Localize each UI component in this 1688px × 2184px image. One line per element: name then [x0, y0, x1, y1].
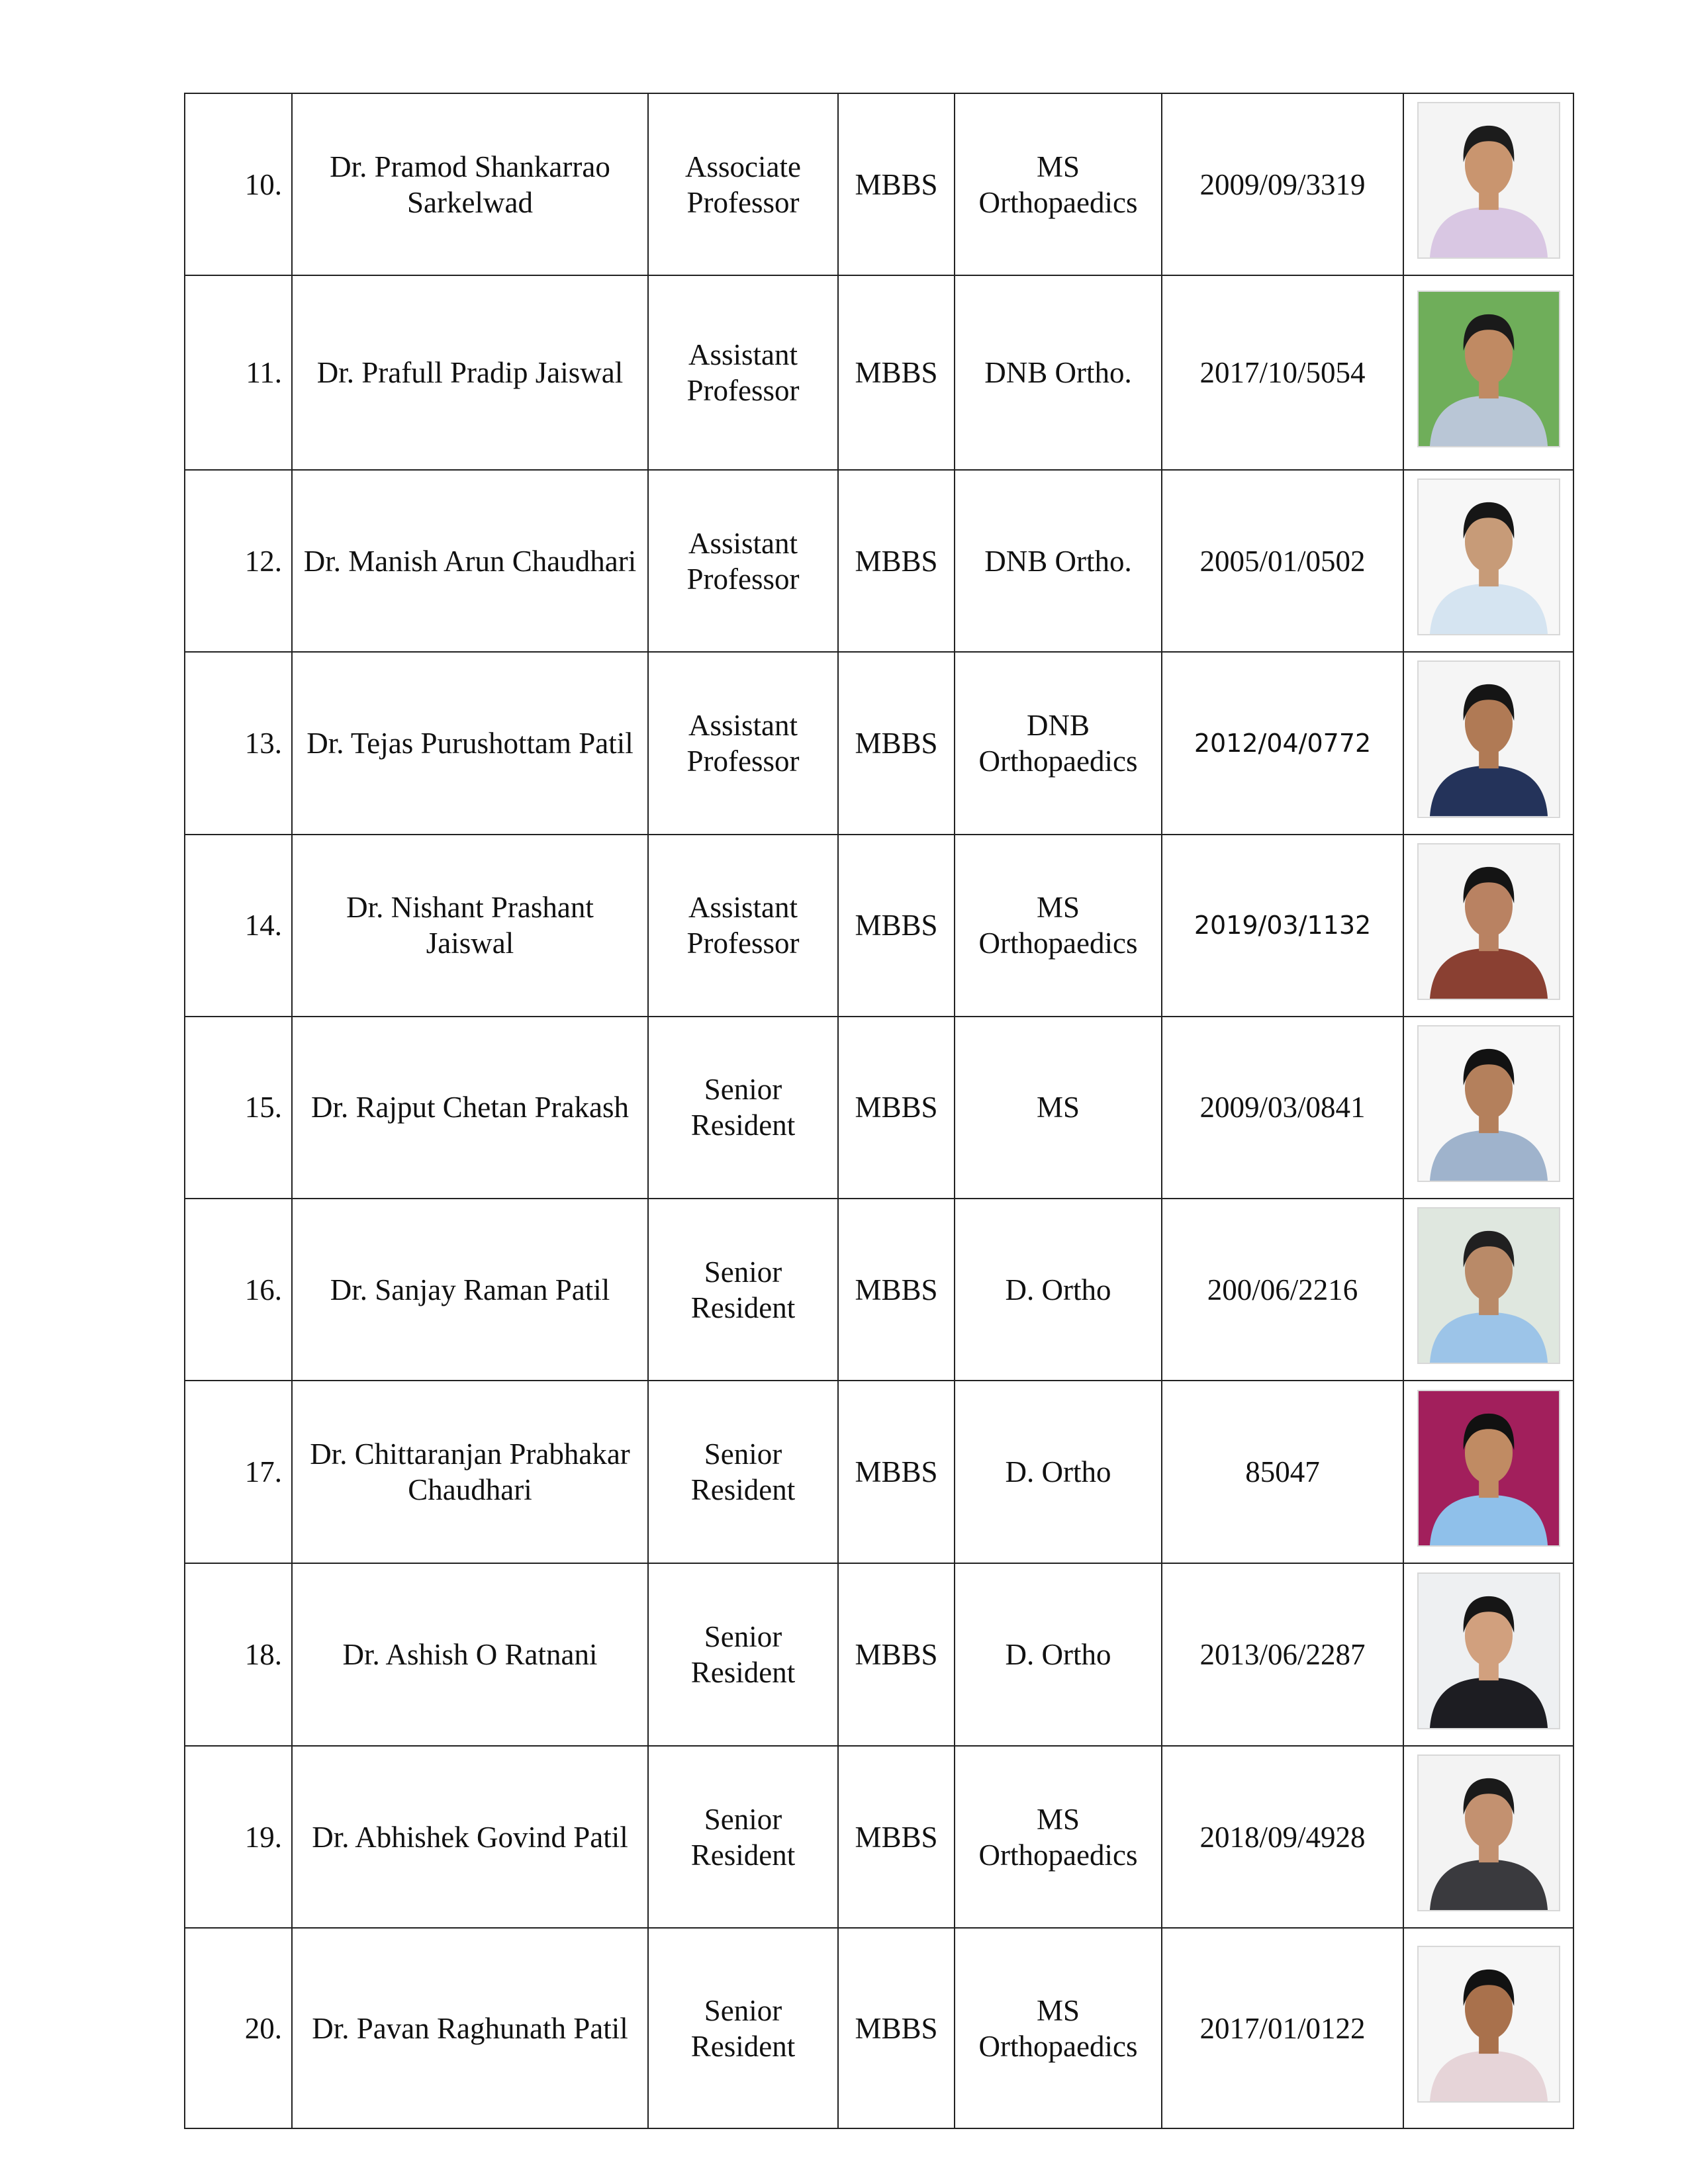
pg-qualification: MS Orthopaedics	[955, 1746, 1162, 1928]
faculty-photo	[1417, 1572, 1560, 1729]
table-row	[185, 1928, 1573, 2128]
registration-number: 2005/01/0502	[1162, 470, 1403, 652]
faculty-photo	[1417, 291, 1560, 447]
faculty-name: Dr. Chittaranjan Prabhakar Chaudhari	[292, 1381, 648, 1563]
photo-cell	[1403, 835, 1573, 1017]
serial-number: 10.	[185, 93, 292, 275]
registration-number: 2017/10/5054	[1162, 275, 1403, 470]
ug-qualification: MBBS	[838, 93, 955, 275]
ug-qualification: MBBS	[838, 1017, 955, 1199]
designation: Assistant Professor	[648, 835, 838, 1017]
faculty-name: Dr. Sanjay Raman Patil	[292, 1199, 648, 1381]
table-row	[185, 1563, 1573, 1746]
photo-cell	[1403, 1563, 1573, 1746]
designation: Senior Resident	[648, 1746, 838, 1928]
pg-qualification: MS	[955, 1017, 1162, 1199]
designation: Assistant Professor	[648, 275, 838, 470]
serial-number: 17.	[185, 1381, 292, 1563]
ug-qualification: MBBS	[838, 1928, 955, 2128]
faculty-photo	[1417, 660, 1560, 817]
ug-qualification: MBBS	[838, 1381, 955, 1563]
faculty-name: Dr. Manish Arun Chaudhari	[292, 470, 648, 652]
portrait-image	[1419, 844, 1559, 999]
table-row	[185, 93, 1573, 275]
faculty-photo	[1417, 478, 1560, 635]
pg-qualification: DNB Ortho.	[955, 275, 1162, 470]
photo-cell	[1403, 275, 1573, 470]
faculty-photo	[1417, 1946, 1560, 2103]
portrait-image	[1419, 1026, 1559, 1181]
photo-cell	[1403, 1746, 1573, 1928]
ug-qualification: MBBS	[838, 1199, 955, 1381]
faculty-name: Dr. Rajput Chetan Prakash	[292, 1017, 648, 1199]
designation: Associate Professor	[648, 93, 838, 275]
pg-qualification: MS Orthopaedics	[955, 93, 1162, 275]
portrait-image	[1419, 1391, 1559, 1545]
registration-number: 2017/01/0122	[1162, 1928, 1403, 2128]
table-row	[185, 1017, 1573, 1199]
faculty-name: Dr. Tejas Purushottam Patil	[292, 652, 648, 834]
ug-qualification: MBBS	[838, 470, 955, 652]
designation: Senior Resident	[648, 1199, 838, 1381]
table-row	[185, 835, 1573, 1017]
photo-cell	[1403, 1017, 1573, 1199]
faculty-name: Dr. Prafull Pradip Jaiswal	[292, 275, 648, 470]
photo-cell	[1403, 93, 1573, 275]
serial-number: 16.	[185, 1199, 292, 1381]
ug-qualification: MBBS	[838, 275, 955, 470]
registration-number: 2012/04/0772	[1162, 652, 1403, 834]
designation: Assistant Professor	[648, 652, 838, 834]
table-row	[185, 1199, 1573, 1381]
pg-qualification: MS Orthopaedics	[955, 1928, 1162, 2128]
registration-number: 2009/03/0841	[1162, 1017, 1403, 1199]
table-row	[185, 1746, 1573, 1928]
faculty-photo	[1417, 1754, 1560, 1911]
faculty-photo	[1417, 102, 1560, 259]
portrait-image	[1419, 1756, 1559, 1910]
photo-cell	[1403, 470, 1573, 652]
pg-qualification: D. Ortho	[955, 1381, 1162, 1563]
table-body	[185, 93, 1573, 2128]
registration-number: 85047	[1162, 1381, 1403, 1563]
ug-qualification: MBBS	[838, 652, 955, 834]
faculty-name: Dr. Abhishek Govind Patil	[292, 1746, 648, 1928]
pg-qualification: DNB Ortho.	[955, 470, 1162, 652]
serial-number: 19.	[185, 1746, 292, 1928]
registration-number: 2009/09/3319	[1162, 93, 1403, 275]
designation: Senior Resident	[648, 1563, 838, 1746]
designation: Senior Resident	[648, 1928, 838, 2128]
table-row	[185, 652, 1573, 834]
pg-qualification: D. Ortho	[955, 1563, 1162, 1746]
serial-number: 18.	[185, 1563, 292, 1746]
faculty-name: Dr. Pavan Raghunath Patil	[292, 1928, 648, 2128]
faculty-photo	[1417, 843, 1560, 1000]
portrait-image	[1419, 662, 1559, 816]
designation: Senior Resident	[648, 1381, 838, 1563]
serial-number: 20.	[185, 1928, 292, 2128]
portrait-image	[1419, 292, 1559, 446]
ug-qualification: MBBS	[838, 835, 955, 1017]
serial-number: 15.	[185, 1017, 292, 1199]
registration-number: 2013/06/2287	[1162, 1563, 1403, 1746]
serial-number: 14.	[185, 835, 292, 1017]
portrait-image	[1419, 1947, 1559, 2101]
photo-cell	[1403, 1199, 1573, 1381]
table-row	[185, 275, 1573, 470]
faculty-name: Dr. Nishant Prashant Jaiswal	[292, 835, 648, 1017]
photo-cell	[1403, 1928, 1573, 2128]
registration-number: 200/06/2216	[1162, 1199, 1403, 1381]
faculty-table	[184, 93, 1574, 2129]
portrait-image	[1419, 1208, 1559, 1363]
table-row	[185, 1381, 1573, 1563]
faculty-photo	[1417, 1025, 1560, 1182]
table-row	[185, 470, 1573, 652]
faculty-photo	[1417, 1207, 1560, 1364]
faculty-photo	[1417, 1390, 1560, 1547]
ug-qualification: MBBS	[838, 1746, 955, 1928]
serial-number: 11.	[185, 275, 292, 470]
photo-cell	[1403, 1381, 1573, 1563]
pg-qualification: D. Ortho	[955, 1199, 1162, 1381]
photo-cell	[1403, 652, 1573, 834]
ug-qualification: MBBS	[838, 1563, 955, 1746]
portrait-image	[1419, 480, 1559, 634]
portrait-image	[1419, 1574, 1559, 1728]
registration-number: 2019/03/1132	[1162, 835, 1403, 1017]
serial-number: 13.	[185, 652, 292, 834]
faculty-name: Dr. Pramod Shankarrao Sarkelwad	[292, 93, 648, 275]
faculty-name: Dr. Ashish O Ratnani	[292, 1563, 648, 1746]
designation: Assistant Professor	[648, 470, 838, 652]
registration-number: 2018/09/4928	[1162, 1746, 1403, 1928]
portrait-image	[1419, 103, 1559, 257]
pg-qualification: MS Orthopaedics	[955, 835, 1162, 1017]
designation: Senior Resident	[648, 1017, 838, 1199]
serial-number: 12.	[185, 470, 292, 652]
pg-qualification: DNB Orthopaedics	[955, 652, 1162, 834]
